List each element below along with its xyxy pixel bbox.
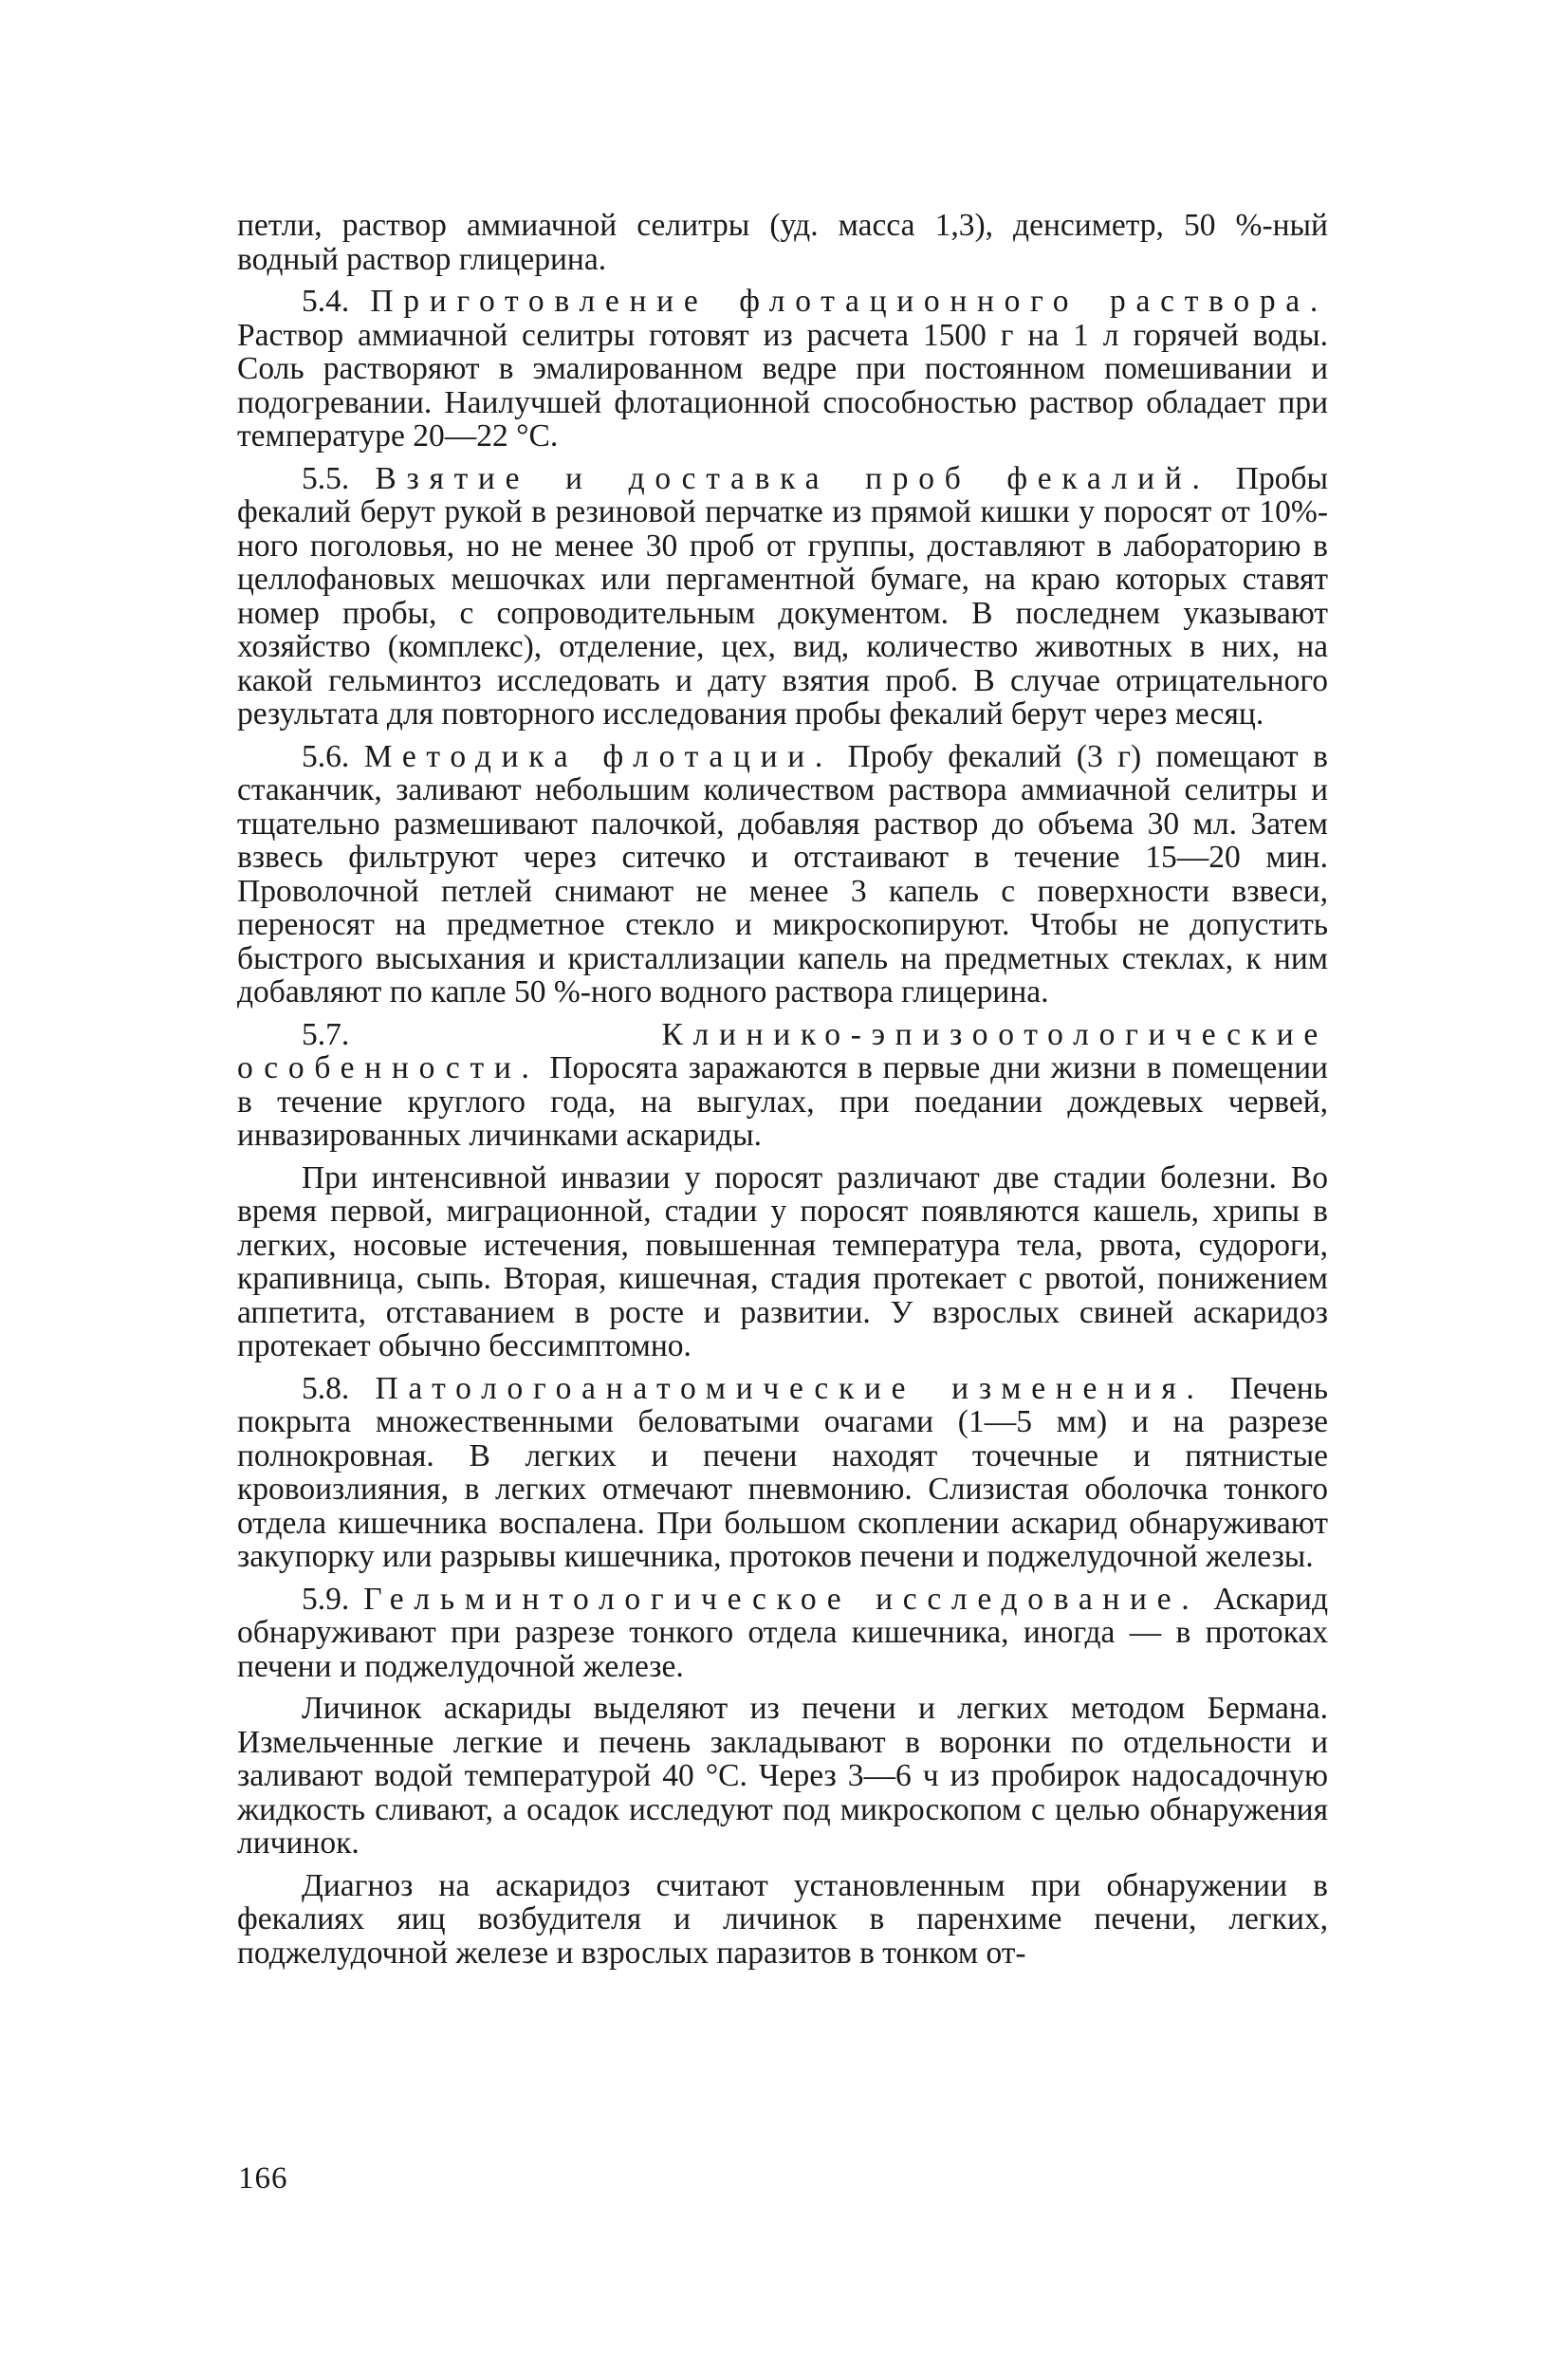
section-5-7 — [237, 1018, 1328, 1153]
section-heading: Патологоанатомические изменения. — [375, 1370, 1205, 1406]
section-heading: Методика флотации. — [363, 738, 834, 774]
section-number: 5.4. — [302, 284, 371, 319]
section-heading: Взятие и доставка проб фекалий. — [375, 460, 1210, 496]
section-5-5 — [237, 462, 1328, 732]
paragraph-diagnosis — [237, 1869, 1328, 1971]
section-5-9 — [237, 1583, 1328, 1684]
paragraph-text: Личинок аскариды выделяют из печени и легких методом Бермана. Измельченные легкие и печень закладывают в воронки по отдельности и заливают водой температурой 40 °С. Через 3—6 ч из пробирок надосадочную жидкость сливают, а осадок исследуют под микроскопом с целью обнаружения личинок. — [237, 1691, 1328, 1861]
paragraph-text: Аскарид обнаруживают при разрезе тонкого отдела кишечника, иногда — в протоках печени и поджелудочной железе. — [237, 1581, 1328, 1684]
paragraph-continuation — [237, 209, 1328, 276]
section-number: 5.5. — [302, 460, 376, 496]
section-heading: Гельминтологическое исследование. — [363, 1581, 1200, 1617]
section-heading: Приготовление флотационного раствора. — [370, 284, 1328, 319]
paragraph-text: Печень покрыта множественными беловатыми очагами (1—5 мм) и на разрезе полнокровная. В легких и печени находят точечные и пятнистые кровоизлияния, в легких отмечают пневмонию. Слизистая оболочка тонкого отдела кишечника воспалена. При большом скоплении аскарид обнаруживают закупорку или разрывы кишечника, протоков печени и поджелудочной железы. — [237, 1370, 1328, 1574]
section-heading: Клинико-эпизоотологические особенности. — [237, 1016, 1328, 1085]
section-5-4 — [237, 285, 1328, 454]
paragraph-text: Пробу фекалий (3 г) помещают в стаканчик, заливают небольшим количеством раствора аммиачной селитры и тщательно размешивают палочкой, добавляя раствор до объема 30 мл. Затем взвесь фильтруют через ситечко и отстаивают в течение 15—20 мин. Проволочной петлей снимают не менее 3 капель с поверхности взвеси, переносят на предметное стекло и микроскопируют. Чтобы не допустить быстрого высыхания и кристаллизации капель на предметных стеклах, к ним добавляют по капле 50 %-ного водного раствора глицерина. — [237, 738, 1328, 1010]
paragraph-text: Диагноз на аскаридоз считают установленным при обнаружении в фекалиях яиц возбудителя и личинок в паренхиме печени, легких, поджелудочной железе и взрослых паразитов в тонком от- — [237, 1867, 1328, 1971]
body-text — [237, 209, 1328, 1978]
paragraph-clinical — [237, 1161, 1328, 1363]
paragraph-text: Пробы фекалий берут рукой в резиновой перчатке из прямой кишки у поросят от 10%-ного поголовья, но не менее 30 проб от группы, доставляют в лабораторию в целлофановых мешочках или пергаментной бумаге, на краю которых ставят номер пробы, с сопроводительным документом. В последнем указывают хозяйство (комплекс), отделение, цех, вид, количество животных в них, на какой гельминтоз исследовать и дату взятия проб. В случае отрицательного результата для повторного исследования пробы фекалий берут через месяц. — [237, 460, 1328, 732]
section-number: 5.7. — [302, 1016, 662, 1052]
paragraph-text: Раствор аммиачной селитры готовят из расчета 1500 г на 1 л горячей воды. Соль растворяют в эмалированном ведре при постоянном помешивании и подогревании. Наилучшей флотационной способностью раствор обладает при температуре 20—22 °С. — [237, 317, 1328, 454]
page-number: 166 — [238, 2161, 288, 2196]
paragraph-text: петли, раствор аммиачной селитры (уд. масса 1,3), денсиметр, 50 %-ный водный раствор глицерина. — [237, 208, 1328, 277]
section-number: 5.6. — [302, 738, 364, 774]
paragraph-text: При интенсивной инвазии у поросят различают две стадии болезни. Во время первой, миграционной, стадии у поросят появляются кашель, хрипы в легких, носовые истечения, повышенная температура тела, рвота, судороги, крапивница, сыпь. Вторая, кишечная, стадия протекает с рвотой, понижением аппетита, отставанием в росте и развитии. У взрослых свиней аскаридоз протекает обычно бессимптомно. — [237, 1159, 1328, 1363]
paragraph-text: Поросята заражаются в первые дни жизни в помещении в течение круглого года, на выгулах, при поедании дождевых червей, инвазированных личинками аскариды. — [237, 1050, 1328, 1153]
paragraph-berman-method — [237, 1692, 1328, 1861]
section-5-8 — [237, 1372, 1328, 1574]
section-number: 5.8. — [302, 1370, 376, 1406]
section-number: 5.9. — [302, 1581, 364, 1617]
section-5-6 — [237, 740, 1328, 1010]
